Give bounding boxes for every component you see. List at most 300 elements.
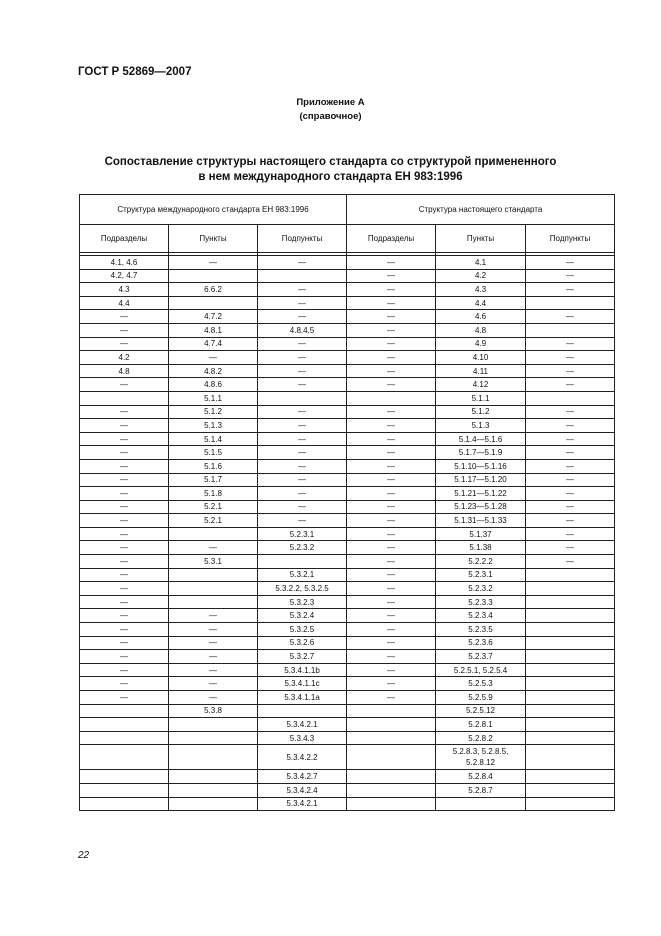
table-cell: 5.1.10—5.1.16 (436, 459, 526, 473)
table-cell (169, 582, 258, 596)
table-cell: 4.7.4 (169, 337, 258, 351)
table-cell: 5.2.3.5 (436, 623, 526, 637)
table-cell: — (80, 432, 169, 446)
table-cell: 5.1.1 (169, 391, 258, 405)
table-cell: — (526, 351, 615, 365)
table-cell: — (80, 691, 169, 705)
table-cell: 4.10 (436, 351, 526, 365)
table-cell (169, 718, 258, 732)
table-row (80, 269, 615, 283)
table-cell: — (258, 310, 347, 324)
table-title-line-1: Сопоставление структуры настоящего стандарта со структурой примененного (104, 156, 557, 168)
table-cell: 5.1.21—5.1.22 (436, 487, 526, 501)
table-cell: — (80, 419, 169, 433)
table-cell: — (347, 568, 436, 582)
table-cell: — (347, 296, 436, 310)
table-cell: — (347, 459, 436, 473)
table-cell: — (80, 650, 169, 664)
table-row (80, 310, 615, 324)
table-cell: — (526, 337, 615, 351)
table-cell: — (347, 446, 436, 460)
table-cell (347, 731, 436, 745)
table-cell: — (258, 337, 347, 351)
table-cell: 5.3.2.2, 5.3.2.5 (258, 582, 347, 596)
table-cell: — (80, 568, 169, 582)
table-cell: — (80, 446, 169, 460)
table-cell: 5.3.4.1.1b (258, 663, 347, 677)
structure-comparison-table (79, 194, 615, 811)
table-cell: — (169, 663, 258, 677)
appendix-type: (справочное) (299, 111, 362, 122)
table-title (0, 155, 661, 185)
table-row (80, 783, 615, 797)
table-cell (526, 718, 615, 732)
table-cell: — (347, 541, 436, 555)
table-cell: 5.3.4.3 (258, 731, 347, 745)
table-cell (526, 691, 615, 705)
table-cell: 5.1.4 (169, 432, 258, 446)
table-cell: — (258, 419, 347, 433)
table-cell: — (169, 351, 258, 365)
table-cell: 5.3.2.1 (258, 568, 347, 582)
appendix-name: Приложение А (296, 97, 365, 108)
table-cell: — (347, 595, 436, 609)
table-cell: 4.1 (436, 256, 526, 270)
table-cell: — (347, 650, 436, 664)
table-cell: 5.3.2.6 (258, 636, 347, 650)
table-cell (169, 731, 258, 745)
table-cell: — (80, 595, 169, 609)
table-cell: 5.3.4.2.4 (258, 783, 347, 797)
table-cell: — (80, 609, 169, 623)
table-cell: 4.8.6 (169, 378, 258, 392)
table-cell: — (80, 310, 169, 324)
table-cell: — (169, 623, 258, 637)
table-cell (347, 718, 436, 732)
table-cell (526, 797, 615, 811)
table-cell (526, 745, 615, 770)
table-cell (169, 745, 258, 770)
table-cell: — (347, 487, 436, 501)
table-row (80, 378, 615, 392)
table-cell: 5.1.7—5.1.9 (436, 446, 526, 460)
table-cell: — (169, 650, 258, 664)
group-header-current: Структура настоящего стандарта (347, 195, 615, 225)
table-cell (526, 663, 615, 677)
table-cell: 5.2.3.6 (436, 636, 526, 650)
table-row (80, 527, 615, 541)
table-cell (347, 391, 436, 405)
table-cell: 5.2.1 (169, 500, 258, 514)
table-cell: — (526, 256, 615, 270)
table-cell: 5.1.31—5.1.33 (436, 514, 526, 528)
table-row (80, 797, 615, 811)
table-cell: — (347, 310, 436, 324)
table-cell (80, 718, 169, 732)
table-cell: — (347, 500, 436, 514)
table-cell: — (80, 514, 169, 528)
appendix-heading (0, 96, 661, 124)
table-cell (169, 296, 258, 310)
table-cell (258, 704, 347, 718)
table-cell: 5.3.4.2.7 (258, 770, 347, 784)
table-row (80, 459, 615, 473)
table-cell: — (347, 582, 436, 596)
table-cell: 4.2, 4.7 (80, 269, 169, 283)
table-row (80, 541, 615, 555)
table-cell (526, 623, 615, 637)
table-cell: 5.3.2.5 (258, 623, 347, 637)
table-row (80, 337, 615, 351)
table-cell: — (80, 636, 169, 650)
table-cell: — (258, 500, 347, 514)
table-row (80, 650, 615, 664)
table-row (80, 609, 615, 623)
document-code: ГОСТ Р 52869—2007 (78, 66, 192, 78)
table-cell: 5.2.8.1 (436, 718, 526, 732)
table-row (80, 691, 615, 705)
table-cell: — (169, 256, 258, 270)
table-cell (80, 770, 169, 784)
table-cell: 4.8 (80, 364, 169, 378)
table-cell: — (526, 310, 615, 324)
table-cell: 6.6.2 (169, 283, 258, 297)
table-cell (526, 391, 615, 405)
table-cell: — (526, 473, 615, 487)
table-cell: — (526, 269, 615, 283)
table-cell: — (347, 419, 436, 433)
table-cell (347, 797, 436, 811)
table-cell (169, 783, 258, 797)
table-cell (169, 595, 258, 609)
table-cell: — (526, 541, 615, 555)
table-cell: — (80, 459, 169, 473)
table-cell: — (526, 364, 615, 378)
table-cell: — (169, 541, 258, 555)
table-cell: 5.2.3.2 (436, 582, 526, 596)
table-row (80, 446, 615, 460)
table-cell: 5.3.4.2.2 (258, 745, 347, 770)
table-cell: — (258, 487, 347, 501)
table-cell: 4.3 (436, 283, 526, 297)
table-row (80, 391, 615, 405)
table-cell: 4.12 (436, 378, 526, 392)
table-cell: — (347, 269, 436, 283)
table-cell: — (80, 582, 169, 596)
table-cell: — (347, 364, 436, 378)
column-header: Пункты (436, 225, 526, 253)
table-cell: 4.3 (80, 283, 169, 297)
table-cell: 5.3.4.2.1 (258, 797, 347, 811)
table-cell: — (347, 623, 436, 637)
table-row (80, 568, 615, 582)
table-cell: 4.9 (436, 337, 526, 351)
column-header: Подразделы (80, 225, 169, 253)
table-cell (169, 527, 258, 541)
table-row (80, 473, 615, 487)
table-cell: 5.1.5 (169, 446, 258, 460)
table-cell: 5.3.2.3 (258, 595, 347, 609)
group-header-international: Структура международного стандарта ЕН 983:1996 (80, 195, 347, 225)
table-row (80, 500, 615, 514)
table-title-line-2: в нем международного стандарта ЕН 983:1996 (198, 171, 463, 183)
column-header: Пункты (169, 225, 258, 253)
table-cell: — (80, 378, 169, 392)
page-number: 22 (78, 850, 90, 861)
table-cell (80, 704, 169, 718)
table-cell (347, 783, 436, 797)
table-cell (526, 770, 615, 784)
table-cell (80, 797, 169, 811)
table-cell: 4.1, 4.6 (80, 256, 169, 270)
table-cell (526, 568, 615, 582)
table-cell: 5.2.5.3 (436, 677, 526, 691)
table-cell: — (347, 337, 436, 351)
table-cell (526, 677, 615, 691)
table-cell: — (258, 473, 347, 487)
table-cell: 4.2 (80, 351, 169, 365)
table-cell (526, 636, 615, 650)
table-cell: — (169, 691, 258, 705)
table-cell: — (258, 296, 347, 310)
column-header: Подпункты (258, 225, 347, 253)
table-cell (526, 704, 615, 718)
table-cell: — (526, 446, 615, 460)
table-cell: — (258, 514, 347, 528)
table-cell: 5.3.4.1.1a (258, 691, 347, 705)
table-cell (80, 745, 169, 770)
table-cell (258, 555, 347, 569)
table-cell: — (347, 351, 436, 365)
table-cell: 5.1.8 (169, 487, 258, 501)
table-cell: 5.2.3.2 (258, 541, 347, 555)
table-cell: 5.1.1 (436, 391, 526, 405)
table-cell: — (526, 459, 615, 473)
table-row (80, 432, 615, 446)
table-cell: — (258, 351, 347, 365)
table-cell: — (347, 609, 436, 623)
table-cell: 5.1.17—5.1.20 (436, 473, 526, 487)
column-header: Подпункты (526, 225, 615, 253)
table-cell: — (526, 555, 615, 569)
table-cell: — (347, 283, 436, 297)
table-cell: — (526, 405, 615, 419)
table-row (80, 405, 615, 419)
table-cell: — (80, 623, 169, 637)
table-cell: 5.2.3.1 (436, 568, 526, 582)
table-row (80, 623, 615, 637)
table-cell (80, 731, 169, 745)
table-row (80, 663, 615, 677)
table-cell: 4.8.4.5 (258, 323, 347, 337)
table-row (80, 636, 615, 650)
table-cell (347, 745, 436, 770)
table-row (80, 256, 615, 270)
table-cell: — (258, 256, 347, 270)
table-cell: — (526, 419, 615, 433)
table-cell (258, 391, 347, 405)
table-row (80, 770, 615, 784)
table-cell: 5.2.2.2 (436, 555, 526, 569)
table-cell: 5.1.6 (169, 459, 258, 473)
table-cell: 5.2.3.3 (436, 595, 526, 609)
table-row (80, 704, 615, 718)
table-row (80, 677, 615, 691)
table-cell: — (80, 663, 169, 677)
group-header-row (80, 195, 615, 225)
table-row (80, 487, 615, 501)
table-cell: — (526, 283, 615, 297)
table-cell: — (80, 473, 169, 487)
table-cell (258, 269, 347, 283)
table-cell: 5.2.8.2 (436, 731, 526, 745)
table-cell: — (347, 323, 436, 337)
table-cell: — (526, 527, 615, 541)
table-row (80, 364, 615, 378)
table-cell: 4.4 (80, 296, 169, 310)
table-cell (80, 783, 169, 797)
table-cell: 5.2.8.3, 5.2.8.5, 5.2.8.12 (436, 745, 526, 770)
table-cell: — (347, 473, 436, 487)
table-cell: 5.1.2 (436, 405, 526, 419)
table-cell: — (258, 364, 347, 378)
table-cell: 5.3.4.2.1 (258, 718, 347, 732)
table-cell (347, 704, 436, 718)
table-row (80, 283, 615, 297)
table-cell: — (258, 446, 347, 460)
table-row (80, 351, 615, 365)
table-cell: 5.2.3.7 (436, 650, 526, 664)
table-cell: 5.2.8.7 (436, 783, 526, 797)
table-cell: — (258, 459, 347, 473)
table-cell: 5.2.1 (169, 514, 258, 528)
table-cell: — (347, 378, 436, 392)
table-body (80, 195, 615, 811)
table-cell: — (526, 514, 615, 528)
table-cell: — (169, 609, 258, 623)
table-cell: — (80, 500, 169, 514)
table-cell (526, 783, 615, 797)
table-cell: 5.1.3 (436, 419, 526, 433)
table-cell: — (80, 527, 169, 541)
table-cell: 4.8 (436, 323, 526, 337)
table-cell: — (347, 256, 436, 270)
table-cell: 5.1.37 (436, 527, 526, 541)
table-cell: — (258, 432, 347, 446)
table-row (80, 555, 615, 569)
table-cell: — (347, 527, 436, 541)
table-cell: 5.3.8 (169, 704, 258, 718)
table-cell: 5.1.38 (436, 541, 526, 555)
table-cell: — (347, 663, 436, 677)
table-cell: 5.1.2 (169, 405, 258, 419)
table-cell: 4.8.1 (169, 323, 258, 337)
table-cell: 4.4 (436, 296, 526, 310)
table-cell (526, 609, 615, 623)
table-cell: — (80, 323, 169, 337)
table-cell: 5.1.3 (169, 419, 258, 433)
table-cell: — (80, 337, 169, 351)
table-cell: — (347, 514, 436, 528)
table-cell: 5.2.5.12 (436, 704, 526, 718)
table-cell: 4.6 (436, 310, 526, 324)
table-cell (169, 797, 258, 811)
table-cell (526, 323, 615, 337)
table-cell (169, 568, 258, 582)
table-cell: 4.8.2 (169, 364, 258, 378)
table-cell: — (347, 555, 436, 569)
table-cell: — (347, 405, 436, 419)
table-cell: — (80, 555, 169, 569)
table-cell (526, 582, 615, 596)
table-cell (80, 391, 169, 405)
table-row (80, 595, 615, 609)
table-cell: 5.3.1 (169, 555, 258, 569)
table-row (80, 731, 615, 745)
table-cell (169, 770, 258, 784)
table-cell (169, 269, 258, 283)
table-cell (436, 797, 526, 811)
table-cell: — (80, 677, 169, 691)
table-cell: — (347, 432, 436, 446)
table-row (80, 323, 615, 337)
table-cell: — (258, 283, 347, 297)
table-cell: 5.2.8.4 (436, 770, 526, 784)
table-cell: 5.1.23—5.1.28 (436, 500, 526, 514)
table-cell: — (169, 677, 258, 691)
table-cell: — (258, 378, 347, 392)
table-cell (347, 770, 436, 784)
table-cell: 4.11 (436, 364, 526, 378)
table-cell (526, 296, 615, 310)
table-cell: 5.3.2.4 (258, 609, 347, 623)
table-cell: 5.1.4—5.1.6 (436, 432, 526, 446)
table-cell: 4.2 (436, 269, 526, 283)
table-row (80, 582, 615, 596)
table-cell: — (347, 691, 436, 705)
table-cell: 5.2.5.9 (436, 691, 526, 705)
table-cell: 5.1.7 (169, 473, 258, 487)
table-cell: 5.2.3.4 (436, 609, 526, 623)
table-row (80, 745, 615, 770)
table-cell: — (80, 405, 169, 419)
column-header-row (80, 225, 615, 253)
table-cell: 5.2.3.1 (258, 527, 347, 541)
table-cell: 5.3.4.1.1c (258, 677, 347, 691)
column-header: Подразделы (347, 225, 436, 253)
table-cell: 5.3.2.7 (258, 650, 347, 664)
table-cell (526, 731, 615, 745)
table-cell: — (80, 541, 169, 555)
table-cell (526, 595, 615, 609)
table-row (80, 514, 615, 528)
table-cell: — (526, 487, 615, 501)
table-cell: — (347, 636, 436, 650)
table-row (80, 718, 615, 732)
table-cell: — (347, 677, 436, 691)
table-cell: — (526, 500, 615, 514)
table-cell: — (258, 405, 347, 419)
table-cell: — (169, 636, 258, 650)
table-row (80, 296, 615, 310)
table-cell: — (526, 378, 615, 392)
table-cell (526, 650, 615, 664)
table-cell: — (80, 487, 169, 501)
table-cell: — (526, 432, 615, 446)
table-cell: 5.2.5.1, 5.2.5.4 (436, 663, 526, 677)
table-row (80, 419, 615, 433)
table-cell: 4.7.2 (169, 310, 258, 324)
